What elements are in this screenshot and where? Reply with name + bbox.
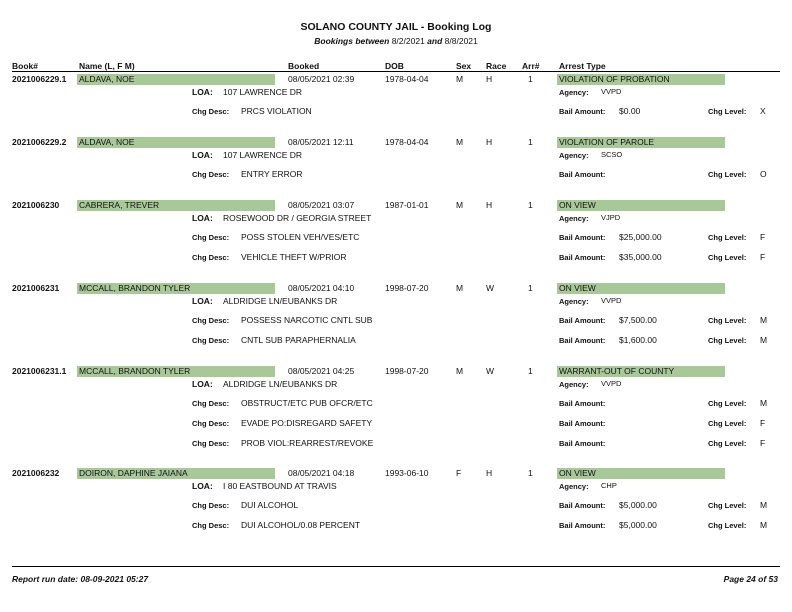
loa-value: 107 LAWRENCE DR — [223, 87, 303, 97]
bail-amount: $25,000.00 — [619, 232, 662, 242]
col-header-arrest-type: Arrest Type — [559, 61, 606, 71]
charge-description: PROB VIOL:REARREST/REVOKE — [241, 438, 374, 448]
sex: M — [456, 74, 464, 84]
booked-datetime: 08/05/2021 04:25 — [288, 366, 355, 376]
date-of-birth: 1978-04-04 — [385, 74, 429, 84]
arrest-type — [557, 283, 725, 294]
charge-level: F — [760, 418, 766, 428]
chg-level-label: Chg Level: — [708, 107, 747, 116]
date-of-birth: 1993-06-10 — [385, 468, 429, 478]
chg-level-label: Chg Level: — [708, 399, 747, 408]
arrest-number: 1 — [528, 366, 533, 376]
bail-amount-label: Bail Amount: — [559, 253, 606, 262]
charge-description: CNTL SUB PARAPHERNALIA — [241, 335, 356, 345]
loa-label: LOA: — [192, 379, 213, 389]
charge-level: M — [760, 315, 768, 325]
chg-desc-label: Chg Desc: — [192, 521, 230, 530]
chg-desc-label: Chg Desc: — [192, 399, 230, 408]
inmate-name-text: DOIRON, DAPHINE JAIANA — [77, 468, 275, 479]
book-number: 2021006231 — [12, 283, 60, 293]
chg-level-label: Chg Level: — [708, 419, 747, 428]
arrest-number: 1 — [528, 468, 533, 478]
race: H — [486, 74, 493, 84]
bail-amount: $35,000.00 — [619, 252, 662, 262]
bail-amount-label: Bail Amount: — [559, 419, 606, 428]
agency-label: Agency: — [559, 297, 589, 306]
agency-value: SCSO — [601, 150, 623, 159]
bail-amount: $7,500.00 — [619, 315, 657, 325]
book-number: 2021006232 — [12, 468, 60, 478]
race: W — [486, 283, 495, 293]
charge-description: VEHICLE THEFT W/PRIOR — [241, 252, 347, 262]
agency-label: Agency: — [559, 151, 589, 160]
charge-description: DUI ALCOHOL — [241, 500, 299, 510]
col-header-dob: DOB — [385, 61, 404, 71]
race: W — [486, 366, 495, 376]
date-of-birth: 1978-04-04 — [385, 137, 429, 147]
charge-level: F — [760, 438, 766, 448]
arrest-number: 1 — [528, 137, 533, 147]
book-number: 2021006229.1 — [12, 74, 67, 84]
inmate-name-text: MCCALL, BRANDON TYLER — [77, 283, 275, 294]
chg-level-label: Chg Level: — [708, 521, 747, 530]
chg-desc-label: Chg Desc: — [192, 253, 230, 262]
chg-level-label: Chg Level: — [708, 233, 747, 242]
arrest-type-text: ON VIEW — [557, 283, 725, 294]
race: H — [486, 137, 493, 147]
bail-amount-label: Bail Amount: — [559, 107, 606, 116]
booked-datetime: 08/05/2021 02:39 — [288, 74, 355, 84]
charge-description: DUI ALCOHOL/0.08 PERCENT — [241, 520, 361, 530]
agency-value: CHP — [601, 481, 617, 490]
race: H — [486, 200, 493, 210]
inmate-name-text: CABRERA, TREVER — [77, 200, 275, 211]
chg-desc-label: Chg Desc: — [192, 107, 230, 116]
date-to: 8/8/2021 — [444, 36, 478, 46]
charge-description: PRCS VIOLATION — [241, 106, 312, 116]
chg-desc-label: Chg Desc: — [192, 419, 230, 428]
agency-value: VVPD — [601, 379, 622, 388]
agency-value: VVPD — [601, 87, 622, 96]
inmate-name — [77, 137, 275, 148]
page-number: Page 24 of 53 — [723, 574, 778, 584]
agency-label: Agency: — [559, 482, 589, 491]
report-run-date: Report run date: 08-09-2021 05:27 — [12, 574, 149, 584]
agency-label: Agency: — [559, 380, 589, 389]
col-header-arr: Arr# — [522, 61, 540, 71]
chg-desc-label: Chg Desc: — [192, 170, 230, 179]
footer-rule — [12, 566, 780, 567]
bail-amount-label: Bail Amount: — [559, 170, 606, 179]
inmate-name-text: ALDAVA, NOE — [77, 137, 275, 148]
loa-value: I 80 EASTBOUND AT TRAVIS — [223, 481, 337, 491]
sex: F — [456, 468, 462, 478]
arrest-type — [557, 137, 725, 148]
arrest-type — [557, 74, 725, 85]
charge-level: O — [760, 169, 767, 179]
sex: M — [456, 200, 464, 210]
agency-label: Agency: — [559, 88, 589, 97]
report-title: SOLANO COUNTY JAIL - Booking Log — [300, 21, 492, 33]
chg-desc-label: Chg Desc: — [192, 233, 230, 242]
bail-amount: $5,000.00 — [619, 500, 657, 510]
date-of-birth: 1987-01-01 — [385, 200, 429, 210]
chg-desc-label: Chg Desc: — [192, 316, 230, 325]
book-number: 2021006230 — [12, 200, 60, 210]
header-rule — [12, 71, 780, 72]
arrest-type-text: VIOLATION OF PROBATION — [557, 74, 725, 85]
inmate-name — [77, 74, 275, 85]
charge-level: M — [760, 398, 768, 408]
race: H — [486, 468, 493, 478]
bail-amount-label: Bail Amount: — [559, 233, 606, 242]
date-from: 8/2/2021 — [391, 36, 425, 46]
bail-amount-label: Bail Amount: — [559, 316, 606, 325]
charge-description: OBSTRUCT/ETC PUB OFCR/ETC — [241, 398, 373, 408]
charge-description: EVADE PO:DISREGARD SAFETY — [241, 418, 373, 428]
bail-amount-label: Bail Amount: — [559, 501, 606, 510]
col-header-booked: Booked — [288, 61, 320, 71]
arrest-number: 1 — [528, 74, 533, 84]
booked-datetime: 08/05/2021 03:07 — [288, 200, 355, 210]
chg-level-label: Chg Level: — [708, 439, 747, 448]
arrest-type — [557, 366, 725, 377]
bail-amount-label: Bail Amount: — [559, 521, 606, 530]
charge-description: POSS STOLEN VEH/VES/ETC — [241, 232, 360, 242]
charge-level: X — [760, 106, 766, 116]
inmate-name — [77, 468, 275, 479]
arrest-type-text: WARRANT-OUT OF COUNTY — [557, 366, 725, 377]
sex: M — [456, 283, 464, 293]
arrest-type-text: ON VIEW — [557, 468, 725, 479]
chg-level-label: Chg Level: — [708, 316, 747, 325]
loa-value: 107 LAWRENCE DR — [223, 150, 303, 160]
booked-datetime: 08/05/2021 12:11 — [288, 137, 354, 147]
date-of-birth: 1998-07-20 — [385, 366, 429, 376]
arrest-type — [557, 468, 725, 479]
arrest-number: 1 — [528, 200, 533, 210]
charge-description: POSSESS NARCOTIC CNTL SUB — [241, 315, 373, 325]
loa-label: LOA: — [192, 213, 213, 223]
charge-level: M — [760, 335, 768, 345]
booked-datetime: 08/05/2021 04:18 — [288, 468, 355, 478]
inmate-name-text: ALDAVA, NOE — [77, 74, 275, 85]
col-header-sex: Sex — [456, 61, 472, 71]
col-header-book: Book# — [12, 61, 38, 71]
arrest-type-text: ON VIEW — [557, 200, 725, 211]
charge-level: M — [760, 500, 768, 510]
chg-level-label: Chg Level: — [708, 253, 747, 262]
loa-value: ALDRIDGE LN/EUBANKS DR — [223, 296, 338, 306]
charge-level: F — [760, 252, 766, 262]
loa-label: LOA: — [192, 296, 213, 306]
loa-value: ROSEWOOD DR / GEORGIA STREET — [223, 213, 372, 223]
agency-value: VJPD — [601, 213, 621, 222]
sex: M — [456, 137, 464, 147]
col-header-race: Race — [486, 61, 507, 71]
charge-level: F — [760, 232, 766, 242]
bail-amount-label: Bail Amount: — [559, 336, 606, 345]
book-number: 2021006231.1 — [12, 366, 67, 376]
charge-description: ENTRY ERROR — [241, 169, 303, 179]
bail-amount-label: Bail Amount: — [559, 439, 606, 448]
sex: M — [456, 366, 464, 376]
inmate-name — [77, 200, 275, 211]
date-of-birth: 1998-07-20 — [385, 283, 429, 293]
loa-label: LOA: — [192, 150, 213, 160]
report-subtitle — [0, 36, 792, 46]
inmate-name-text: MCCALL, BRANDON TYLER — [77, 366, 275, 377]
loa-label: LOA: — [192, 481, 213, 491]
chg-desc-label: Chg Desc: — [192, 439, 230, 448]
inmate-name — [77, 283, 275, 294]
chg-level-label: Chg Level: — [708, 501, 747, 510]
arrest-type — [557, 200, 725, 211]
chg-level-label: Chg Level: — [708, 170, 747, 179]
bail-amount-label: Bail Amount: — [559, 399, 606, 408]
chg-level-label: Chg Level: — [708, 336, 747, 345]
chg-desc-label: Chg Desc: — [192, 336, 230, 345]
charge-level: M — [760, 520, 768, 530]
chg-desc-label: Chg Desc: — [192, 501, 230, 510]
agency-value: VVPD — [601, 296, 622, 305]
arrest-type-text: VIOLATION OF PAROLE — [557, 137, 725, 148]
loa-value: ALDRIDGE LN/EUBANKS DR — [223, 379, 338, 389]
booked-datetime: 08/05/2021 04:10 — [288, 283, 355, 293]
bail-amount: $1,600.00 — [619, 335, 657, 345]
col-header-name: Name (L, F M) — [79, 61, 135, 71]
bail-amount: $0.00 — [619, 106, 641, 116]
agency-label: Agency: — [559, 214, 589, 223]
subtitle-and: and — [427, 36, 443, 46]
book-number: 2021006229.2 — [12, 137, 67, 147]
subtitle-prefix: Bookings between — [314, 36, 390, 46]
arrest-number: 1 — [528, 283, 533, 293]
bail-amount: $5,000.00 — [619, 520, 657, 530]
inmate-name — [77, 366, 275, 377]
loa-label: LOA: — [192, 87, 213, 97]
